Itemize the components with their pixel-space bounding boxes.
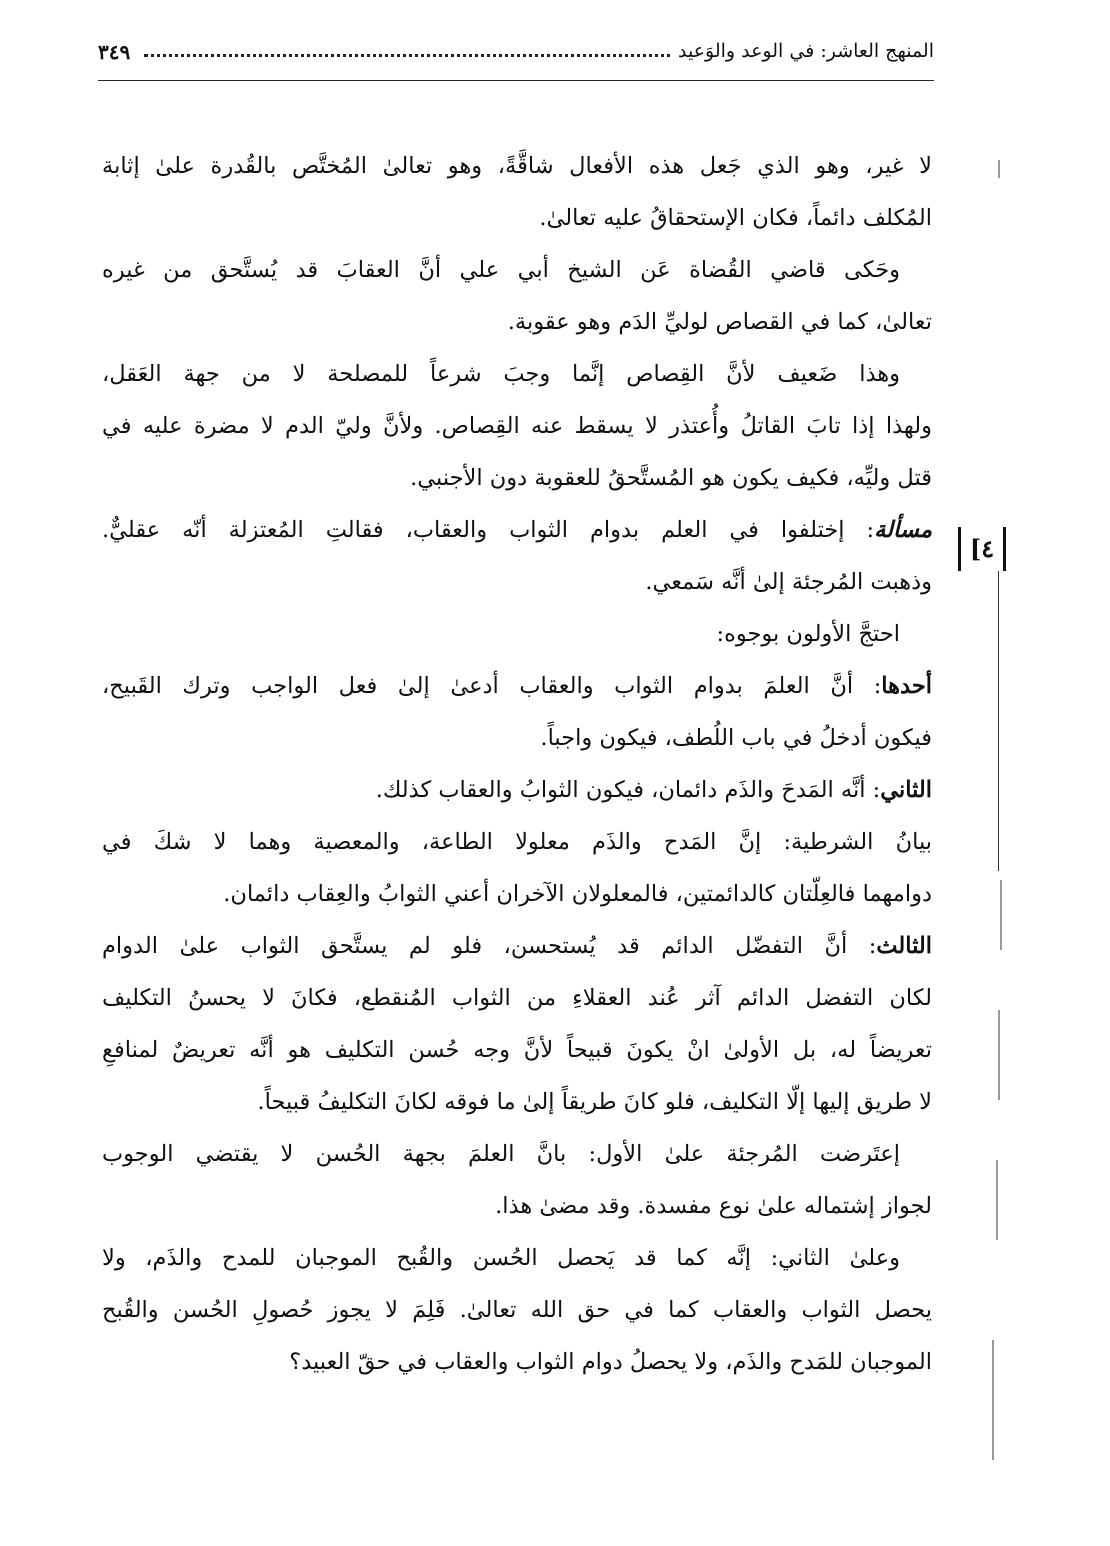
- scan-artifact: [992, 1340, 994, 1460]
- text-line: وهذا ضَعيف لأنَّ القِصاص إنَّما وجبَ شرعاً للمصلحة لا من جهة العَقل،: [102, 361, 900, 387]
- lead-word: مسألة: [874, 517, 932, 543]
- text-line: لا غير، وهو الذي جَعل هذه الأفعال شاقَّةً، وهو تعالىٰ المُختَّص بالقُدرة علىٰ إثابة: [102, 153, 932, 179]
- text-line: وحَكى قاضي القُضاة عَن الشيخ أبي علي أنَّ العقابَ قد يُستَّحق من غيره: [102, 257, 900, 283]
- text-line: تعريضاً له، بل الأولىٰ انْ يكونَ قبيحاً لأنَّ وجه حُسن التكليف هو أنَّه تعريضٌ لمنافعِ: [102, 1037, 932, 1063]
- text-line: قتل وليِّه، فكيف يكون هو المُستَّحقُ للعقوبة دون الأجنبي.: [410, 465, 932, 491]
- lead-word: الثاني: [880, 777, 932, 803]
- text-line: الثاني: أنَّه المَدحَ والذَم دائمان، فيكون الثوابُ والعقاب كذلك.: [375, 777, 932, 803]
- header-leader-dots: [144, 54, 684, 57]
- text-line: ولهذا إذا تابَ القاتلُ وأُعتذر لا يسقط عنه القِصاص. ولأنَّ وليّ الدم لا مضرة عليه في: [102, 413, 932, 439]
- header-rule: [98, 80, 934, 81]
- text-line: لا طريق إليها إلّا التكليف، فلو كانَ طريقاً إلىٰ ما فوقه لكانَ التكليفُ قبيحاً.: [257, 1089, 932, 1115]
- text-line: مسألة: إختلفوا في العلم بدوام الثواب والعقاب، فقالتِ المُعتزلة أنّه عقليٌّ.: [102, 517, 932, 543]
- scan-artifact: [996, 1160, 998, 1240]
- text-line: وعلىٰ الثاني: إنَّه كما قد يَحصل الحُسن والقُبح الموجبان للمدح والذَم، ولا: [102, 1245, 900, 1271]
- text-line: إعتَرضت المُرجئة علىٰ الأول: بانَّ العلمَ بجهة الحُسن لا يقتضي الوجوب: [102, 1141, 900, 1167]
- text-line: لكان التفضل الدائم آثر عُند العقلاءِ من الثواب المُنقطع، فكانَ لا يحسنُ التكليف: [102, 985, 932, 1011]
- scan-artifact: [1000, 880, 1002, 950]
- text-line: تعالىٰ، كما في القصاص لوليِّ الدَم وهو عقوبة.: [507, 309, 932, 335]
- lead-word: الثالث: [876, 933, 932, 959]
- scan-artifact: [998, 1010, 1000, 1100]
- section-marker: [٤: [958, 527, 1006, 571]
- page-number: ٣٤٩: [98, 40, 136, 64]
- text-line: بيانُ الشرطية: إنَّ المَدح والذَم معلولا الطاعة، والمعصية وهما لا شكَ في: [102, 829, 932, 855]
- text-line: المُكلف دائماً، فكان الإستحقاقُ عليه تعالىٰ.: [539, 205, 932, 231]
- text-line: احتجَّ الأولون بوجوه:: [716, 621, 900, 647]
- text-line: فيكون أدخلُ في باب اللُطف، فيكون واجباً.: [540, 725, 932, 751]
- running-header: [98, 38, 934, 74]
- text-line: الثالث: أنَّ التفضّل الدائم قد يُستحسن، فلو لم يستَّحق الثواب علىٰ الدوام: [102, 933, 932, 959]
- text-line: يحصل الثواب والعقاب كما في حق الله تعالىٰ. فَلِمَ لا يجوز حُصولِ الحُسن والقُبح: [102, 1297, 932, 1323]
- text-line: لجواز إشتماله علىٰ نوع مفسدة. وقد مضىٰ هذا.: [495, 1193, 932, 1219]
- text-line: وذهبت المُرجئة إلىٰ أنَّه سَمعي.: [645, 569, 932, 595]
- text-line: دوامهما فالعِلّتان كالدائمتين، فالمعلولان الآخران أعني الثوابُ والعِقاب دائمان.: [223, 881, 932, 907]
- main-text: [102, 140, 932, 1388]
- margin-line: [998, 571, 999, 871]
- scan-artifact: [998, 160, 1000, 178]
- text-line: أحدها: أنَّ العلمَ بدوام الثواب والعقاب أدعىٰ إلىٰ فعل الواجب وترك القَبيح،: [102, 673, 932, 699]
- chapter-title: المنهج العاشر: في الوعد والوَعيد: [672, 40, 934, 62]
- text-line: الموجبان للمَدح والذَم، ولا يحصلُ دوام الثواب والعقاب في حقّ العبيد؟: [289, 1349, 932, 1375]
- lead-word: أحدها: [881, 673, 932, 699]
